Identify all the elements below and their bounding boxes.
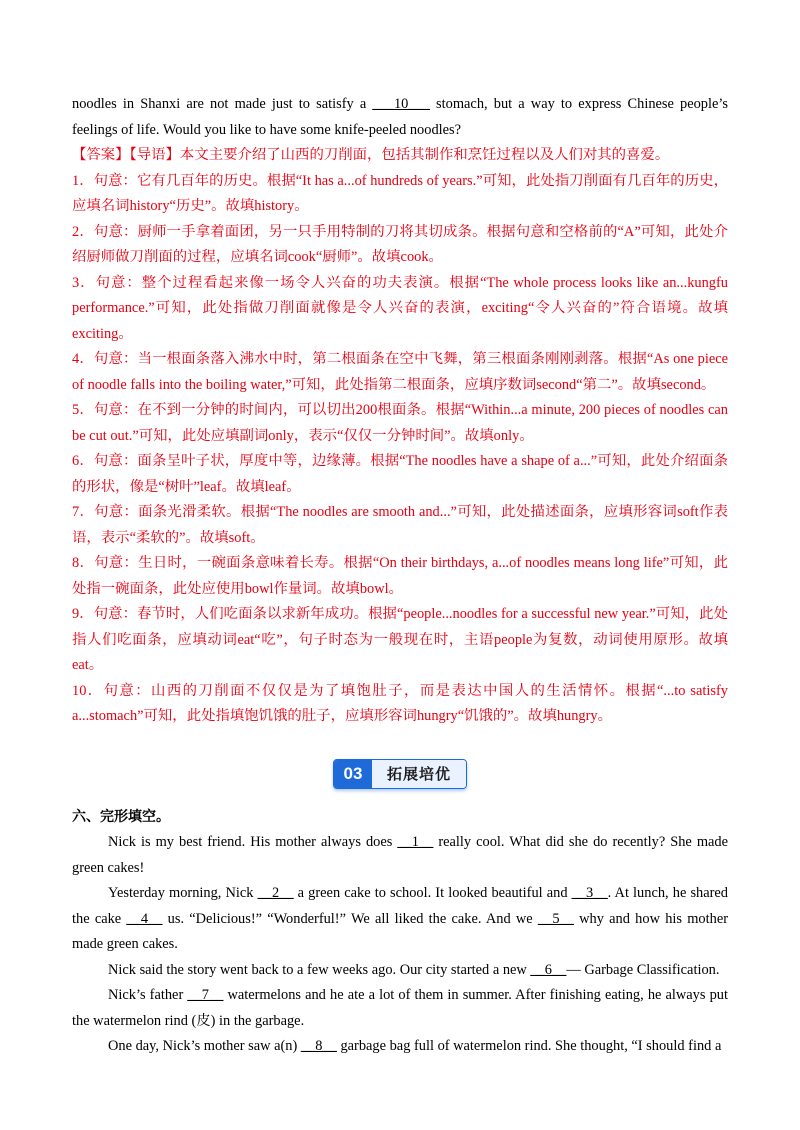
cloze-text: why and how his mother made green cakes. [72,910,729,952]
blank-6: __6__ [530,961,567,978]
cloze-text: Nick is my best friend. His mother always does [108,834,398,850]
cloze-text: really cool. What did she do recently? She made green cakes! [72,834,728,876]
document-page [72,92,728,1060]
cloze-text: a green cake to school. It looked beautiful and [293,885,572,901]
blank-1: __1__ [397,834,434,850]
cloze-text: Nick said the story went back to a few weeks ago. Our city started a new [108,961,531,978]
passage-ending [72,92,728,143]
blank-4: __4__ [126,910,163,927]
cloze-text: garbage bag full of watermelon rind. She thought, “I should find a [336,1038,722,1054]
blank-8: __8__ [300,1038,337,1054]
answer-item-2: 2．句意：厨师一手拿着面团，另一只手用特制的刀将其切成条。根据句意和空格前的“A”可知，此处介绍厨师做刀削面的过程，应填名词cook“厨师”。故填cook。 [72,223,728,265]
cloze-text: us. “Delicious!” “Wonderful!” We all liked the cake. And we [162,910,538,927]
cloze-paragraph-5 [72,1034,728,1060]
blank-10: ___10___ [372,96,430,112]
cloze-paragraph-1 [72,830,728,881]
answer-header: 【答案】【导语】本文主要介绍了山西的刀削面，包括其制作和烹饪过程以及人们对其的喜爱。 [72,147,670,163]
blank-2: __2__ [257,885,294,901]
answer-section [72,143,728,730]
cloze-text: — Garbage Classification. [566,961,720,978]
blank-5: __5__ [537,910,574,927]
cloze-paragraph-4 [72,983,728,1034]
cloze-text: . At lunch, he shared the cake [72,885,728,927]
blank-7: __7__ [187,987,224,1003]
cloze-text: Nick’s father [108,987,188,1003]
answer-item-4: 4．句意：当一根面条落入沸水中时，第二根面条在空中飞舞，第三根面条刚刚剥落。根据“As one piece of noodle falls into the boiling water,”可知，此处指第二根面条，应填序数词second“第二”。故填second。 [72,351,728,393]
cloze-text: Yesterday morning, Nick [108,885,258,901]
cloze-text: One day, Nick’s mother saw a(n) [108,1038,301,1054]
cloze-paragraph-2 [72,881,728,958]
passage-text: noodles in Shanxi are not made just to satisfy a [72,96,373,112]
cloze-heading: 六、完形填空。 [72,808,170,825]
cloze-text: watermelons and he ate a lot of them in summer. After finishing eating, he always put the watermelon rind (皮) in the garbage. [72,987,728,1029]
section-title: 拓展培优 [372,760,466,788]
answer-item-10: 10．句意：山西的刀削面不仅仅是为了填饱肚子，而是表达中国人的生活情怀。根据“...to satisfy a...stomach”可知，此处指填饱饥饿的肚子，应填形容词hungry“饥饿的”。故填hungry。 [72,682,728,724]
answer-item-8: 8．句意：生日时，一碗面条意味着长寿。根据“On their birthdays, a...of noodles means long life”可知，此处指一碗面条，此处应使用bowl作量词。故填bowl。 [72,555,728,597]
cloze-paragraph-3 [72,958,728,984]
answer-item-3: 3．句意：整个过程看起来像一场令人兴奋的功夫表演。根据“The whole process looks like an...kungfu performance.”可知，此处指做刀削面就像是令人兴奋的表演，exciting“令人兴奋的”符合语境。故填exciting。 [72,274,728,342]
section-badge [333,759,467,789]
section-number: 03 [334,760,372,788]
passage-text: stomach, but a way to express Chinese people’s feelings of life. Would you like to have some knife-peeled noodles? [72,96,728,138]
answer-item-5: 5．句意：在不到一分钟的时间内，可以切出200根面条。根据“Within...a minute, 200 pieces of noodles can be cut out.”可知，此处应填副词only，表示“仅仅一分钟时间”。故填only。 [72,402,728,444]
section-header [72,759,728,787]
answer-item-6: 6．句意：面条呈叶子状，厚度中等，边缘薄。根据“The noodles have a shape of a...”可知，此处介绍面条的形状，像是“树叶”leaf。故填leaf。 [72,453,728,495]
blank-3: __3__ [571,885,608,901]
answer-item-7: 7．句意：面条光滑柔软。根据“The noodles are smooth and...”可知，此处描述面条，应填形容词soft作表语，表示“柔软的”。故填soft。 [72,504,728,546]
answer-item-9: 9．句意：春节时，人们吃面条以求新年成功。根据“people...noodles for a successful new year.”可知，此处指人们吃面条，应填动词eat“吃”，句子时态为一般现在时，主语people为复数，动词使用原形。故填eat。 [72,606,728,673]
answer-item-1: 1．句意：它有几百年的历史。根据“It has a...of hundreds of years.”可知，此处指刀削面有几百年的历史，应填名词history“历史”。故填history。 [72,172,728,214]
